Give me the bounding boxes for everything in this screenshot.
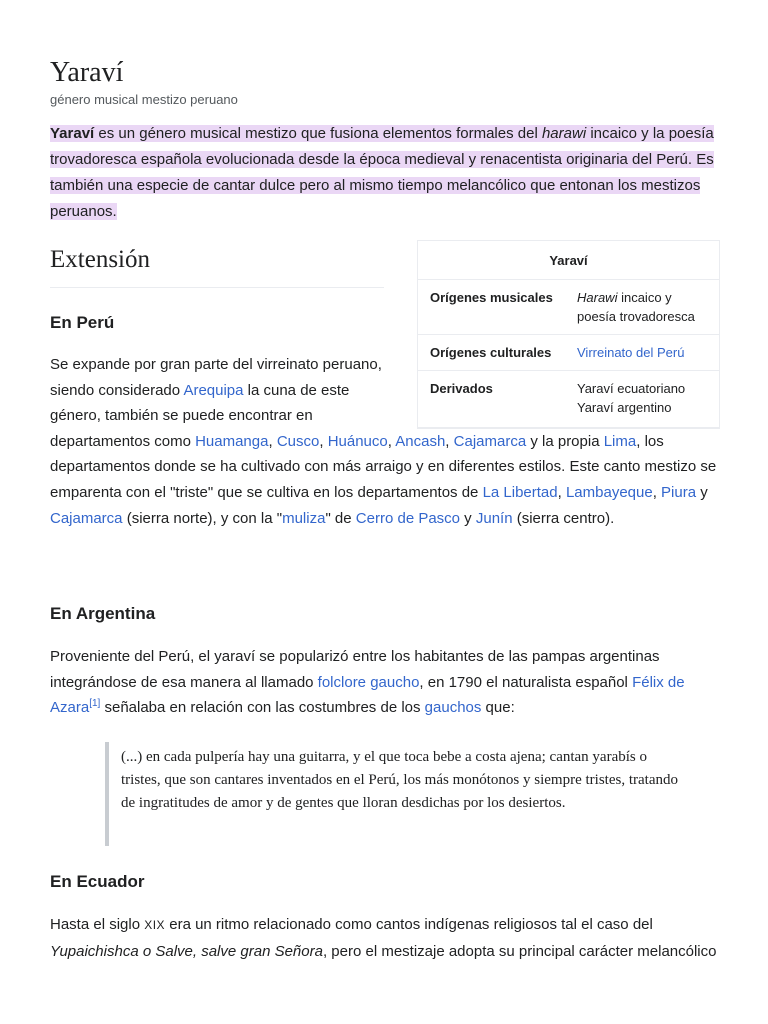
infobox-label: Orígenes culturales	[430, 345, 552, 360]
link-virreinato[interactable]: Virreinato del Perú	[577, 345, 685, 360]
link-muliza[interactable]: muliza	[282, 509, 326, 527]
link-huamanga[interactable]: Huamanga	[195, 432, 269, 450]
link-huanuco[interactable]: Huánuco	[327, 432, 388, 450]
lead-paragraph	[50, 121, 718, 225]
infobox-value-text: incaico y poesía trovadoresca	[577, 290, 695, 324]
link-gauchos[interactable]: gauchos	[424, 699, 482, 717]
infobox-value-line: Yaraví ecuatoriano	[577, 381, 686, 396]
link-junin[interactable]: Junín	[475, 509, 513, 527]
argentina-paragraph	[50, 644, 718, 721]
link-la-libertad[interactable]: La Libertad	[482, 483, 558, 501]
link-felix-de-azara[interactable]: Félix de Azara	[50, 673, 685, 717]
text: la cuna de este género, también se puede encontrar en departamentos como	[50, 381, 350, 450]
text: Hasta el siglo	[50, 916, 145, 933]
text: Se expande por gran parte del virreinato peruano, siendo considerado	[50, 356, 382, 399]
text: y	[460, 509, 476, 527]
infobox-value-italic: Harawi	[577, 290, 618, 305]
reference-1[interactable]: [1]	[89, 698, 101, 710]
lead-bold-term: Yaraví	[50, 125, 95, 142]
lead-text-2: incaico y la poesía trovadoresca española evolucionada desde la época medieval y renacentista originaria del Perú. Es también una especie de cantar dulce pero al mismo tiempo melancólico que entonan los mestizos peruanos.	[50, 125, 714, 220]
link-lima[interactable]: Lima	[603, 432, 637, 450]
link-cajamarca-2[interactable]: Cajamarca	[50, 509, 123, 527]
lead-text-1: es un género musical mestizo que fusiona elementos formales del	[94, 125, 542, 142]
infobox-title: Yaraví	[418, 241, 719, 280]
text: ,	[445, 432, 454, 450]
link-folclore-gaucho[interactable]: folclore gaucho	[317, 673, 420, 691]
text: , los departamentos donde se ha cultivado con más arraigo y en diferentes estilos. Este canto mestizo se emparenta con el "triste" que se cultiva en los departamentos de	[50, 432, 717, 501]
infobox-value	[577, 288, 707, 326]
century-smallcaps: XIX	[144, 918, 166, 932]
text: , pero el mestizaje adopta su principal carácter melancólico	[322, 942, 717, 960]
text: " de	[325, 509, 356, 527]
text: ,	[319, 432, 328, 450]
link-piura[interactable]: Piura	[661, 483, 697, 501]
link-cusco[interactable]: Cusco	[276, 432, 320, 450]
text: (sierra centro).	[512, 509, 615, 527]
text: ,	[268, 432, 277, 450]
text: Proveniente del Perú, el yaraví se popularizó entre los habitantes de las pampas argentinas integrándose de esa manera al llamado	[50, 648, 660, 691]
text: señalaba en relación con las costumbres de los	[100, 699, 425, 717]
text: ,	[557, 483, 566, 501]
text: , en 1790 el naturalista español	[419, 673, 633, 691]
text: y la propia	[526, 432, 604, 450]
infobox-value-line: Yaraví argentino	[577, 400, 672, 415]
blockquote: (...) en cada pulpería hay una guitarra, y el que toca bebe a costa ajena; cantan yarabís o tristes, que son cantares inventados en el Perú, los más monótonos y siempre tristes, tratando de ingratitudes de amor y de gentes que lloran desdichas por los desiertos.	[105, 742, 681, 846]
page-title: Yaraví	[50, 57, 124, 88]
peru-paragraph-wrap	[50, 352, 718, 531]
section-heading-peru: En Perú	[50, 313, 115, 332]
link-arequipa[interactable]: Arequipa	[183, 381, 244, 399]
link-cerro-de-pasco[interactable]: Cerro de Pasco	[355, 509, 461, 527]
section-heading-argentina: En Argentina	[50, 604, 156, 623]
link-ancash[interactable]: Ancash	[395, 432, 446, 450]
text: era un ritmo relacionado como cantos indígenas religiosos tal el caso del	[165, 916, 653, 933]
text: (sierra norte), y con la "	[122, 509, 283, 527]
section-heading-extension: Extensión	[50, 243, 384, 288]
infobox-row-musical-origins	[418, 280, 719, 335]
section-heading-ecuador: En Ecuador	[50, 872, 145, 891]
text: y	[696, 483, 708, 501]
ecuador-italic-title: Yupaichishca o Salve, salve gran Señora	[50, 942, 323, 960]
lead-highlight	[50, 125, 714, 220]
link-lambayeque[interactable]: Lambayeque	[565, 483, 653, 501]
text: ,	[652, 483, 662, 501]
lead-italic-term: harawi	[541, 125, 587, 142]
link-cajamarca[interactable]: Cajamarca	[453, 432, 527, 450]
page-subtitle: género musical mestizo peruano	[50, 92, 238, 107]
text: que:	[481, 699, 515, 717]
text: ,	[387, 432, 396, 450]
infobox-label: Orígenes musicales	[430, 290, 553, 305]
ecuador-paragraph	[50, 912, 718, 964]
infobox-label: Derivados	[430, 381, 493, 396]
